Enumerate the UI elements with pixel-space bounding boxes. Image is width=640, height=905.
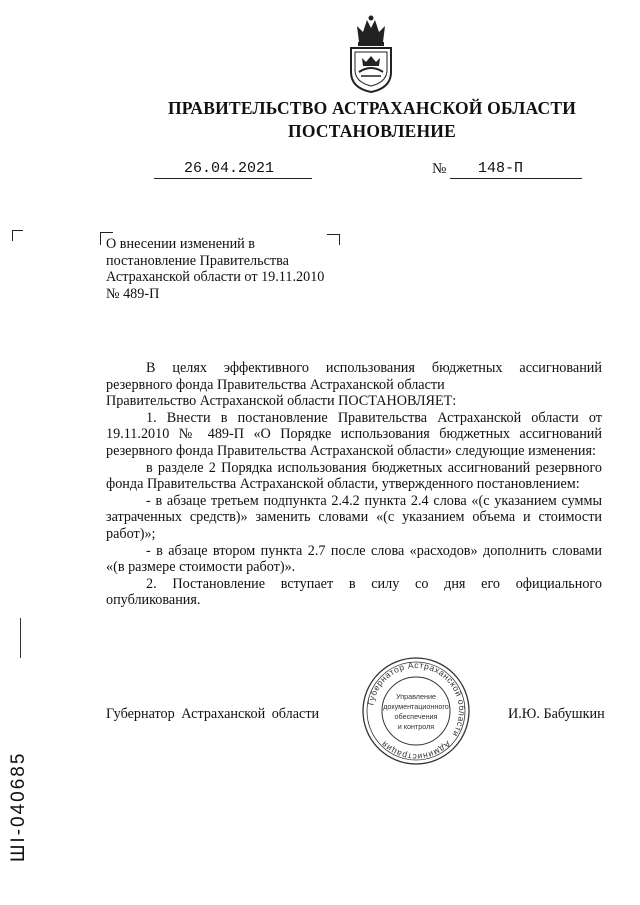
- number-underline: [450, 178, 582, 179]
- document-subject: О внесении изменений в постановление Правительства Астраханской области от 19.11.2010 № 489-П: [106, 236, 325, 302]
- official-seal-stamp: [360, 655, 472, 767]
- margin-line: [20, 618, 21, 658]
- form-serial-number: ШI-040685: [8, 751, 29, 862]
- document-body: [106, 360, 602, 609]
- body-paragraph: - в абзаце втором пункта 2.7 после слова «расходов» дополнить словами «(в размере стоимости работ)».: [106, 542, 602, 576]
- signer-title: Губернатор Астраханской области: [106, 706, 320, 722]
- svg-text:Управление: Управление: [396, 692, 436, 701]
- body-paragraph: - в абзаце третьем подпункта 2.4.2 пункта 2.4 слова «(с указанием суммы затраченных средств)» заменить словами «(с указанием объема и стоимости работ)»;: [106, 492, 602, 542]
- body-paragraph: в разделе 2 Порядка использования бюджетных ассигнований резервного фонда Правительства Астраханской области, утвержденного постановлением:: [106, 459, 602, 493]
- body-paragraph: 2. Постановление вступает в силу со дня его официального опубликования.: [106, 575, 602, 609]
- government-title: ПРАВИТЕЛЬСТВО АСТРАХАНСКОЙ ОБЛАСТИ: [167, 98, 577, 118]
- document-date: 26.04.2021: [184, 160, 275, 177]
- document-type: ПОСТАНОВЛЕНИЕ: [288, 121, 456, 141]
- margin-corner-mark: [12, 230, 23, 241]
- date-underline: [154, 178, 312, 179]
- svg-text:обеспечения: обеспечения: [394, 712, 438, 721]
- document-number: 148-П: [478, 160, 524, 177]
- svg-text:Администрация: Администрация: [378, 738, 453, 763]
- signer-name: И.Ю. Бабушкин: [508, 706, 605, 722]
- coat-of-arms-emblem: [343, 12, 399, 94]
- number-sign: №: [432, 161, 447, 177]
- svg-text:Губернатор Астраханской област: Губернатор Астраханской области: [365, 659, 468, 739]
- body-paragraph: Правительство Астраханской области ПОСТАНОВЛЯЕТ:: [106, 393, 457, 410]
- svg-text:документационного: документационного: [383, 702, 449, 711]
- body-paragraph: 1. Внести в постановление Правительства Астраханской области от 19.11.2010 № 489-П «О Порядке использования бюджетных ассигнований резервного фонда Правительства Астраханской области» следующие изменения:: [106, 409, 602, 459]
- svg-text:и контроля: и контроля: [397, 722, 435, 731]
- body-paragraph: В целях эффективного использования бюджетных ассигнований резервного фонда Правительства Астраханской области: [106, 360, 602, 393]
